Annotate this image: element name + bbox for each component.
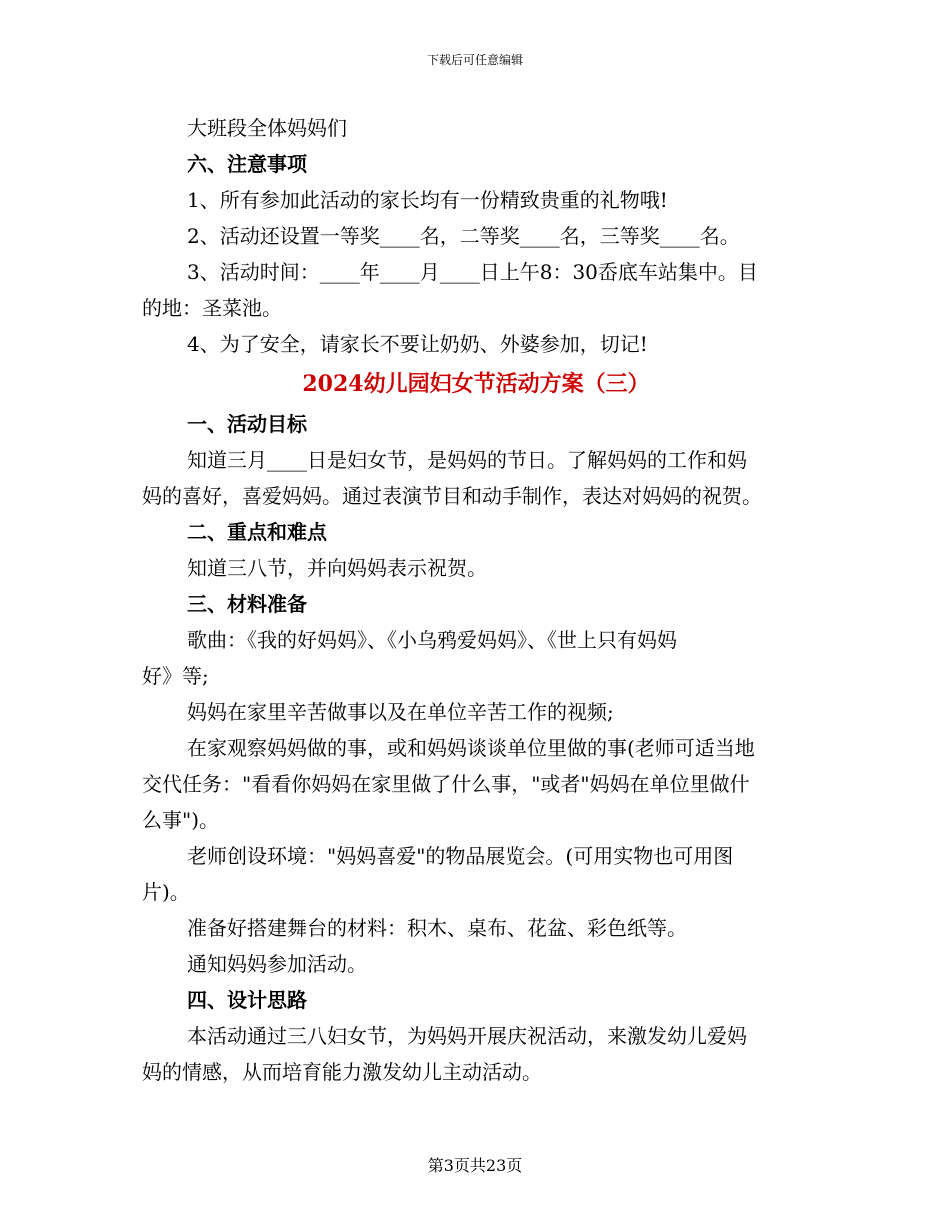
document-title: 2024幼儿园妇女节活动方案（三） bbox=[302, 371, 650, 397]
section-heading-goal: 一、活动目标 bbox=[187, 412, 307, 436]
section-heading-notes: 六、注意事项 bbox=[187, 152, 307, 176]
goal-line-1: 知道三月____日是妇女节，是妈妈的节日。了解妈妈的工作和妈 bbox=[187, 448, 747, 472]
materials-songs-line-1: 歌曲：《我的好妈妈》、《小乌鸦爱妈妈》、《世上只有妈妈 bbox=[187, 628, 677, 652]
key-points-line: 知道三八节，并向妈妈表示祝贺。 bbox=[187, 556, 487, 580]
materials-video-line: 妈妈在家里辛苦做事以及在单位辛苦工作的视频; bbox=[187, 700, 614, 724]
goal-line-2: 妈的喜好，喜爱妈妈。通过表演节目和动手制作，表达对妈妈的祝贺。 bbox=[142, 484, 762, 508]
design-line-2: 妈的情感，从而培育能力激发幼儿主动活动。 bbox=[142, 1060, 542, 1084]
page-footer: 第3页共23页 bbox=[427, 1156, 523, 1175]
materials-songs-line-2: 好》等; bbox=[142, 664, 209, 688]
note-item-3-line-2: 的地：圣菜池。 bbox=[142, 296, 282, 320]
document-body bbox=[142, 110, 810, 1090]
materials-notify-line: 通知妈妈参加活动。 bbox=[187, 952, 367, 976]
section-heading-materials: 三、材料准备 bbox=[187, 592, 307, 616]
note-item-3-line-1: 3、活动时间：____年____月____日上午8：30岙底车站集中。目 bbox=[187, 260, 758, 284]
materials-exhibit-line-1: 老师创设环境："妈妈喜爱"的物品展览会。(可用实物也可用图 bbox=[187, 844, 734, 868]
note-item-1: 1、所有参加此活动的家长均有一份精致贵重的礼物哦! bbox=[187, 188, 668, 212]
note-item-4: 4、为了安全，请家长不要让奶奶、外婆参加，切记! bbox=[187, 332, 648, 356]
page-header: 下载后可任意编辑 bbox=[426, 53, 523, 67]
section-heading-design: 四、设计思路 bbox=[187, 988, 307, 1012]
materials-observe-line-2: 交代任务："看看你妈妈在家里做了什么事，"或者"妈妈在单位里做什 bbox=[142, 772, 750, 796]
materials-observe-line-3: 么事")。 bbox=[142, 808, 220, 832]
note-item-2: 2、活动还设置一等奖____名，二等奖____名，三等奖____名。 bbox=[187, 224, 740, 248]
materials-stage-line: 准备好搭建舞台的材料：积木、桌布、花盆、彩色纸等。 bbox=[187, 916, 687, 940]
design-line-1: 本活动通过三八妇女节，为妈妈开展庆祝活动，来激发幼儿爱妈 bbox=[187, 1024, 747, 1048]
audience-line: 大班段全体妈妈们 bbox=[187, 116, 347, 140]
materials-exhibit-line-2: 片)。 bbox=[142, 880, 190, 904]
section-heading-key-points: 二、重点和难点 bbox=[187, 520, 327, 544]
materials-observe-line-1: 在家观察妈妈做的事，或和妈妈谈谈单位里做的事(老师可适当地 bbox=[187, 736, 755, 760]
